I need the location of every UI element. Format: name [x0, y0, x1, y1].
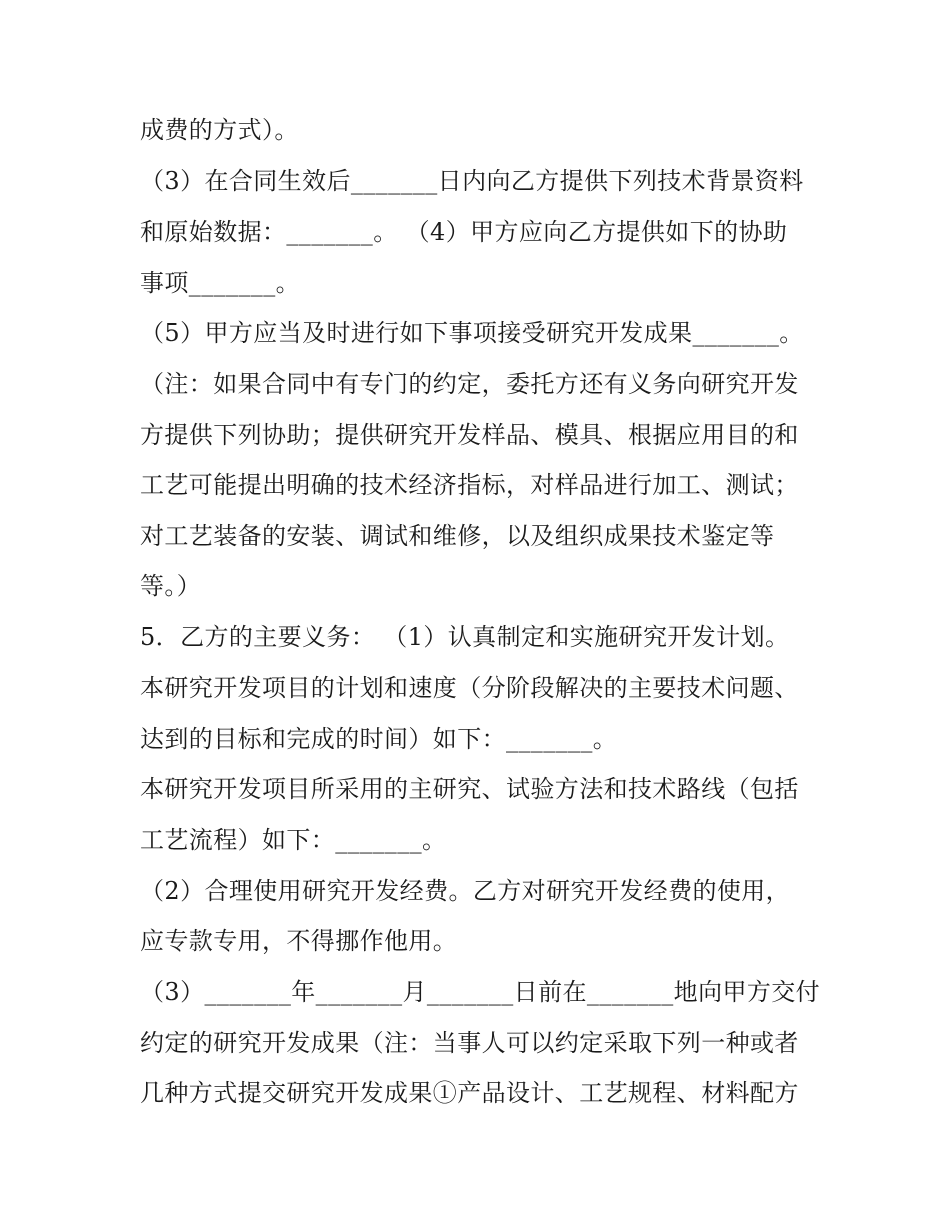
text-line: 对工艺装备的安装、调试和维修，以及组织成果技术鉴定等	[140, 522, 775, 550]
text-line: （3）在合同生效后_______日内向乙方提供下列技术背景资料	[140, 167, 804, 195]
text-line: 工艺可能提出明确的技术经济指标，对样品进行加工、测试；	[140, 471, 799, 499]
text-line: 等。）	[140, 572, 202, 600]
text-line: 本研究开发项目所采用的主研究、试验方法和技术路线（包括	[140, 775, 799, 803]
text-line: 方提供下列协助；提供研究开发样品、模具、根据应用目的和	[140, 421, 799, 449]
text-line: 应专款专用，不得挪作他用。	[140, 927, 458, 955]
text-line: 工艺流程）如下：_______。	[140, 826, 447, 854]
text-line: 几种方式提交研究开发成果①产品设计、工艺规程、材料配方	[140, 1079, 799, 1107]
text-line: 事项_______。	[140, 269, 300, 297]
text-line: 和原始数据：_______。 （4）甲方应向乙方提供如下的协助	[140, 218, 788, 246]
text-line: （2）合理使用研究开发经费。乙方对研究开发经费的使用，	[140, 877, 791, 905]
text-line: 本研究开发项目的计划和速度（分阶段解决的主要技术问题、	[140, 674, 799, 702]
text-line: 约定的研究开发成果（注：当事人可以约定采取下列一种或者	[140, 1029, 799, 1057]
text-line: 达到的目标和完成的时间）如下：_______。	[140, 725, 618, 753]
section-heading-5: 5．乙方的主要义务： （1）认真制定和实施研究开发计划。	[140, 623, 790, 651]
text-line: （注：如果合同中有专门的约定，委托方还有义务向研究开发	[140, 370, 799, 398]
text-line: （5）甲方应当及时进行如下事项接受研究开发成果_______。	[140, 319, 804, 347]
text-line: （3）_______年_______月_______日前在_______地向甲方交付	[140, 978, 821, 1006]
text-line: 成费的方式）。	[140, 116, 299, 144]
